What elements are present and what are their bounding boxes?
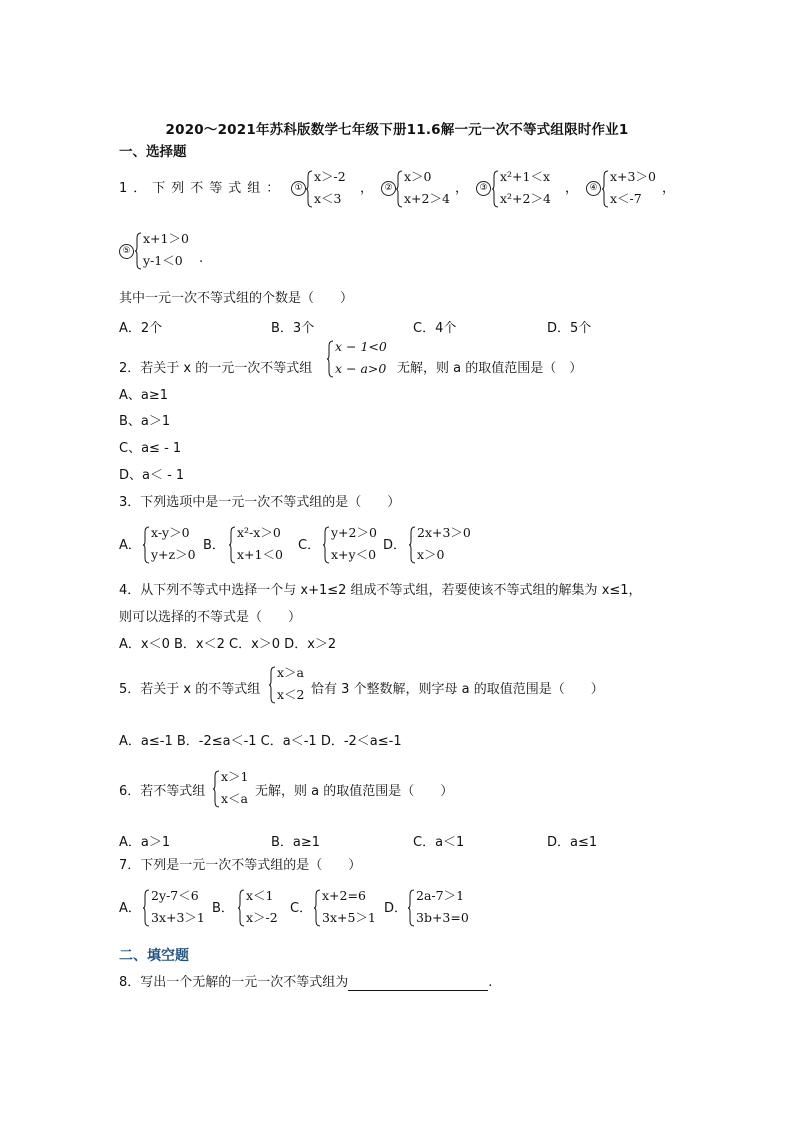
q7-d-row2: 3b+3=0 [416, 910, 469, 925]
q2-row1: x − 1<0 [335, 339, 387, 354]
period: . [199, 251, 204, 266]
q1-option-a: A．2个 [119, 321, 163, 336]
q3-b-row1: x²-x＞0 [237, 525, 281, 540]
q6-prefix: 6．若不等式组 [119, 784, 206, 799]
q6-suffix: 无解，则 a 的取值范围是（ ） [255, 784, 454, 799]
q7-b-row1: x＜1 [246, 888, 274, 903]
q1-s3-row1: x²+1＜x [500, 169, 551, 184]
q6-option-d: D．a≤1 [547, 835, 598, 850]
q7-stem: 7．下列是一元一次不等式组的是（ ） [119, 858, 362, 873]
comma: ， [455, 181, 469, 196]
q1-option-b: B．3个 [271, 321, 315, 336]
q3-d-row1: 2x+3＞0 [417, 525, 471, 540]
q6-option-c: C．a＜1 [413, 835, 465, 850]
q7-a-row1: 2y-7＜6 [151, 888, 199, 903]
q7-c-row2: 3x+5＞1 [322, 910, 376, 925]
q7-b-row2: x＞-2 [246, 910, 278, 925]
brace-icon [135, 232, 141, 270]
q4-line2: 则可以选择的不等式是（ ） [119, 610, 302, 625]
q1-prefix: 1．下列不等式组： [119, 181, 286, 196]
q1-s4-row2: x＜-7 [610, 191, 642, 206]
q5-options: A．a≤-1 B．-2≤a＜-1 C．a＜-1 D．-2＜a≤-1 [119, 734, 402, 749]
q1-s5-row2: y-1＜0 [143, 253, 183, 268]
brace-icon [408, 889, 414, 927]
q4-options: A．x＜0 B．x＜2 C．x＞0 D．x＞2 [119, 637, 337, 652]
q3-a-row2: y+z＞0 [151, 547, 196, 562]
q6-option-b: B．a≥1 [271, 835, 321, 850]
brace-icon [143, 526, 149, 564]
brace-icon [492, 170, 498, 208]
q4-line1: 4．从下列不等式中选择一个与 x+1≤2 组成不等式组，若要使该不等式组的解集为 x≤1， [119, 583, 642, 598]
q7-label-a: A． [119, 901, 141, 916]
q3-c-row1: y+2＞0 [331, 525, 377, 540]
q1-s1-row1: x＞-2 [314, 169, 346, 184]
q1-s4-row1: x+3＞0 [610, 169, 656, 184]
circle-number-5: ⑤ [119, 244, 134, 259]
comma: ， [662, 181, 676, 196]
q3-label-c: C． [298, 538, 321, 553]
brace-icon [269, 666, 275, 704]
section-heading-fill: 二、填空题 [119, 948, 189, 964]
q1-s2-row2: x+2＞4 [404, 191, 450, 206]
q6-row1: x＞1 [221, 769, 249, 784]
q2-option-d: D、a＜ - 1 [119, 468, 185, 483]
circle-number-2: ② [381, 181, 396, 196]
q3-b-row2: x+1＜0 [237, 547, 283, 562]
comma: ， [360, 181, 374, 196]
brace-icon [396, 170, 402, 208]
comma: ， [565, 181, 579, 196]
q5-suffix: 恰有 3 个整数解，则字母 a 的取值范围是（ ） [311, 682, 604, 697]
q3-stem: 3．下列选项中是一元一次不等式组的是（ ） [119, 495, 401, 510]
section-heading-choice: 一、选择题 [119, 144, 187, 160]
circle-number-4: ④ [586, 181, 601, 196]
q3-d-row2: x＞0 [417, 547, 445, 562]
q7-a-row2: 3x+3＞1 [151, 910, 205, 925]
brace-icon [602, 170, 608, 208]
q1-s5-row1: x+1＞0 [143, 231, 189, 246]
q1-option-d: D．5个 [547, 321, 592, 336]
brace-icon [143, 889, 149, 927]
brace-icon [238, 889, 244, 927]
circle-number-3: ③ [476, 181, 491, 196]
page-title: 2020～2021年苏科版数学七年级下册11.6解一元一次不等式组限时作业1 [165, 122, 629, 138]
q8-text: 8．写出一个无解的一元一次不等式组为 [119, 975, 349, 990]
q2-prefix: 2．若关于 x 的一元一次不等式组 [119, 361, 313, 376]
q3-label-d: D． [383, 538, 407, 553]
q8-line [119, 975, 492, 991]
q1-stem: 其中一元一次不等式组的个数是（ ） [119, 291, 354, 306]
circle-number-1: ① [291, 181, 306, 196]
brace-icon [229, 526, 235, 564]
q7-label-b: B． [212, 901, 234, 916]
brace-icon [314, 889, 320, 927]
brace-icon [409, 526, 415, 564]
q2-suffix: 无解，则 a 的取值范围是（ ） [397, 361, 583, 376]
q7-d-row1: 2a-7＞1 [416, 888, 465, 903]
q2-option-c: C、a≤ - 1 [119, 441, 182, 456]
q3-label-a: A． [119, 538, 141, 553]
q8-end: . [488, 975, 493, 990]
brace-icon [213, 770, 219, 808]
q1-s2-row1: x＞0 [404, 169, 432, 184]
q2-option-a: A、a≥1 [119, 388, 169, 403]
q7-label-d: D． [384, 901, 408, 916]
q7-c-row1: x+2=6 [322, 888, 366, 903]
brace-icon [323, 526, 329, 564]
q5-prefix: 5．若关于 x 的不等式组 [119, 682, 261, 697]
brace-icon [306, 170, 312, 208]
q1-option-c: C．4个 [413, 321, 457, 336]
q7-label-c: C． [290, 901, 313, 916]
q3-c-row2: x+y＜0 [331, 547, 377, 562]
q6-option-a: A．a＞1 [119, 835, 171, 850]
answer-blank[interactable] [348, 978, 488, 991]
q6-row2: x＜a [221, 791, 249, 806]
brace-icon [327, 340, 333, 378]
q1-s3-row2: x²+2＞4 [500, 191, 551, 206]
q5-row1: x＞a [277, 665, 305, 680]
q3-label-b: B． [203, 538, 225, 553]
q2-option-b: B、a＞1 [119, 414, 171, 429]
q2-row2: x − a>0 [335, 361, 387, 376]
q3-a-row1: x-y＞0 [151, 525, 190, 540]
q1-s1-row2: x＜3 [314, 191, 342, 206]
q5-row2: x＜2 [277, 687, 305, 702]
